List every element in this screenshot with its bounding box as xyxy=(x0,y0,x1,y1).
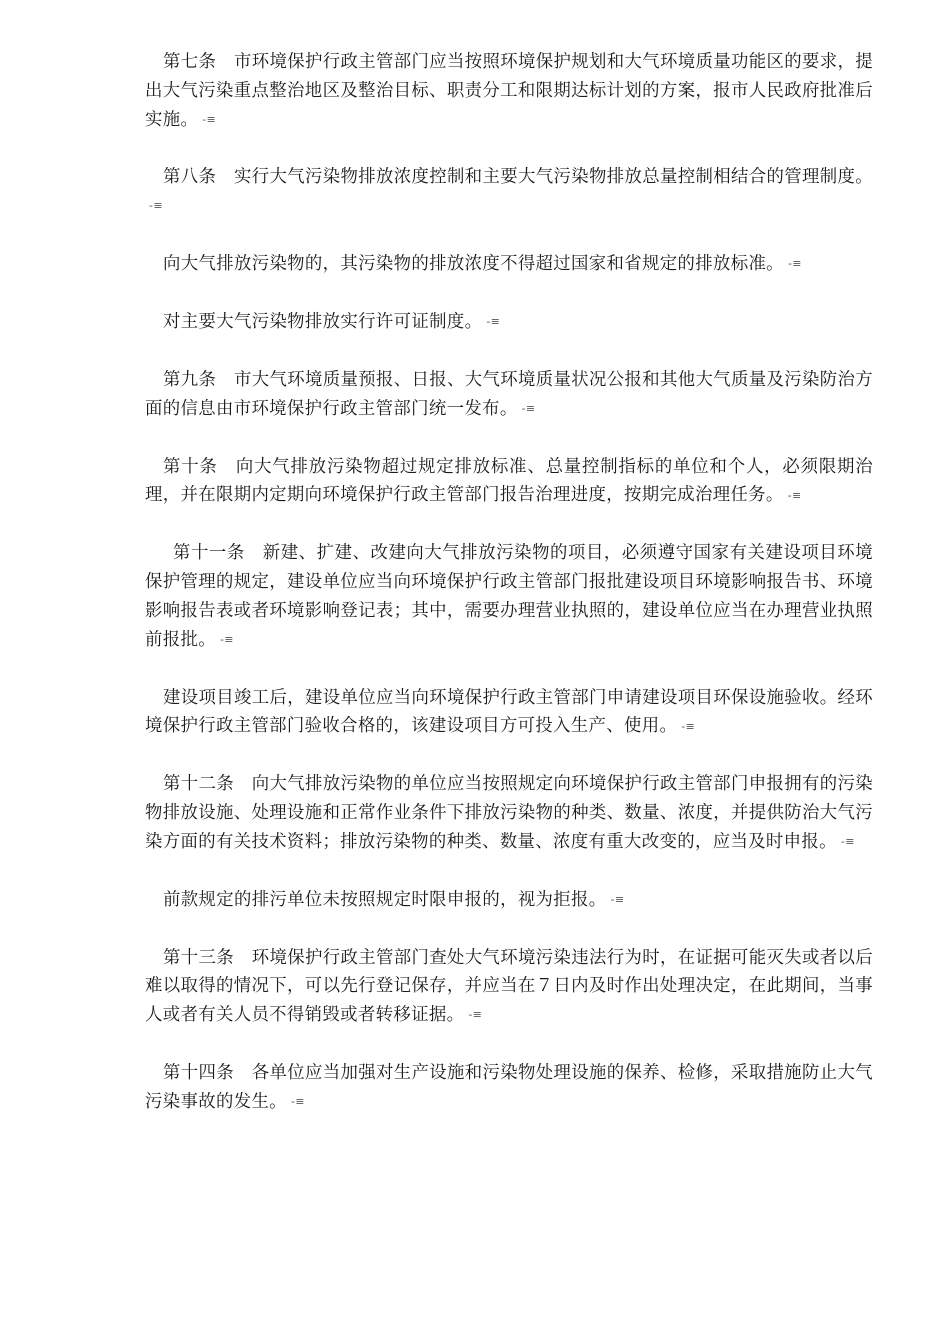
paragraph-text: 向大气排放污染物的，其污染物的排放浓度不得超过国家和省规定的排放标准。 xyxy=(163,254,784,275)
paragraph-mark-icon: -≡ xyxy=(787,488,802,502)
article-12-clause-2-paragraph xyxy=(145,886,873,915)
article-10-paragraph xyxy=(145,453,873,511)
article-14-paragraph xyxy=(145,1059,873,1117)
paragraph-mark-icon: -≡ xyxy=(202,112,217,126)
paragraph-text: 第十四条 各单位应当加强对生产设施和污染物处理设施的保养、检修，采取措施防止大气污染事故的发生。 xyxy=(145,1063,873,1112)
paragraph-mark-icon: -≡ xyxy=(787,257,802,271)
paragraph-mark-icon: -≡ xyxy=(219,632,234,646)
paragraph-text: 第八条 实行大气污染物排放浓度控制和主要大气污染物排放总量控制相结合的管理制度。 xyxy=(163,167,873,188)
article-9-paragraph xyxy=(145,366,873,424)
article-8-paragraph xyxy=(145,163,873,221)
paragraph-mark-icon: -≡ xyxy=(840,834,855,848)
article-11-paragraph xyxy=(145,539,873,654)
article-8-clause-3-paragraph xyxy=(145,308,873,337)
document-page xyxy=(145,48,873,1117)
paragraph-text: 前款规定的排污单位未按照规定时限申报的，视为拒报。 xyxy=(163,889,607,910)
article-8-clause-2-paragraph xyxy=(145,250,873,279)
article-12-paragraph xyxy=(145,770,873,856)
article-7-paragraph xyxy=(145,48,873,134)
paragraph-text: 对主要大气污染物排放实行许可证制度。 xyxy=(163,312,483,333)
paragraph-mark-icon: -≡ xyxy=(610,892,625,906)
paragraph-text: 第十条 向大气排放污染物超过规定排放标准、总量控制指标的单位和个人，必须限期治理，并在限期内定期向环境保护行政主管部门报告治理进度，按期完成治理任务。 xyxy=(145,456,873,506)
paragraph-mark-icon: -≡ xyxy=(290,1095,305,1109)
article-13-paragraph xyxy=(145,944,873,1030)
paragraph-text: 第十二条 向大气排放污染物的单位应当按照规定向环境保护行政主管部门申报拥有的污染物排放设施、处理设施和正常作业条件下排放污染物的种类、数量、浓度，并提供防治大气污染方面的有关技术资料；排放污染物的种类、数量、浓度有重大改变的，应当及时申报。 xyxy=(145,774,873,852)
paragraph-mark-icon: -≡ xyxy=(468,1008,483,1022)
paragraph-mark-icon: -≡ xyxy=(521,401,536,415)
paragraph-text: 第十一条 新建、扩建、改建向大气排放污染物的项目，必须遵守国家有关建设项目环境保护管理的规定，建设单位应当向环境保护行政主管部门报批建设项目环境影响报告书、环境影响报告表或者环境影响登记表；其中，需要办理营业执照的，建设单位应当在办理营业执照前报批。 xyxy=(145,543,873,650)
paragraph-mark-icon: -≡ xyxy=(681,719,696,733)
paragraph-text: 建设项目竣工后，建设单位应当向环境保护行政主管部门申请建设项目环保设施验收。经环境保护行政主管部门验收合格的，该建设项目方可投入生产、使用。 xyxy=(145,687,873,737)
paragraph-mark-icon: -≡ xyxy=(486,315,501,329)
paragraph-text: 第十三条 环境保护行政主管部门查处大气环境污染违法行为时，在证据可能灭失或者以后难以取得的情况下，可以先行登记保存，并应当在７日内及时作出处理决定，在此期间，当事人或者有关人员不得销毁或者转移证据。 xyxy=(145,947,873,1026)
paragraph-text: 第七条 市环境保护行政主管部门应当按照环境保护规划和大气环境质量功能区的要求，提出大气污染重点整治地区及整治目标、职责分工和限期达标计划的方案，报市人民政府批准后实施。 xyxy=(145,52,873,130)
paragraph-mark-icon: -≡ xyxy=(149,199,163,213)
article-11-clause-2-paragraph xyxy=(145,684,873,742)
paragraph-text: 第九条 市大气环境质量预报、日报、大气环境质量状况公报和其他大气质量及污染防治方面的信息由市环境保护行政主管部门统一发布。 xyxy=(145,369,873,419)
